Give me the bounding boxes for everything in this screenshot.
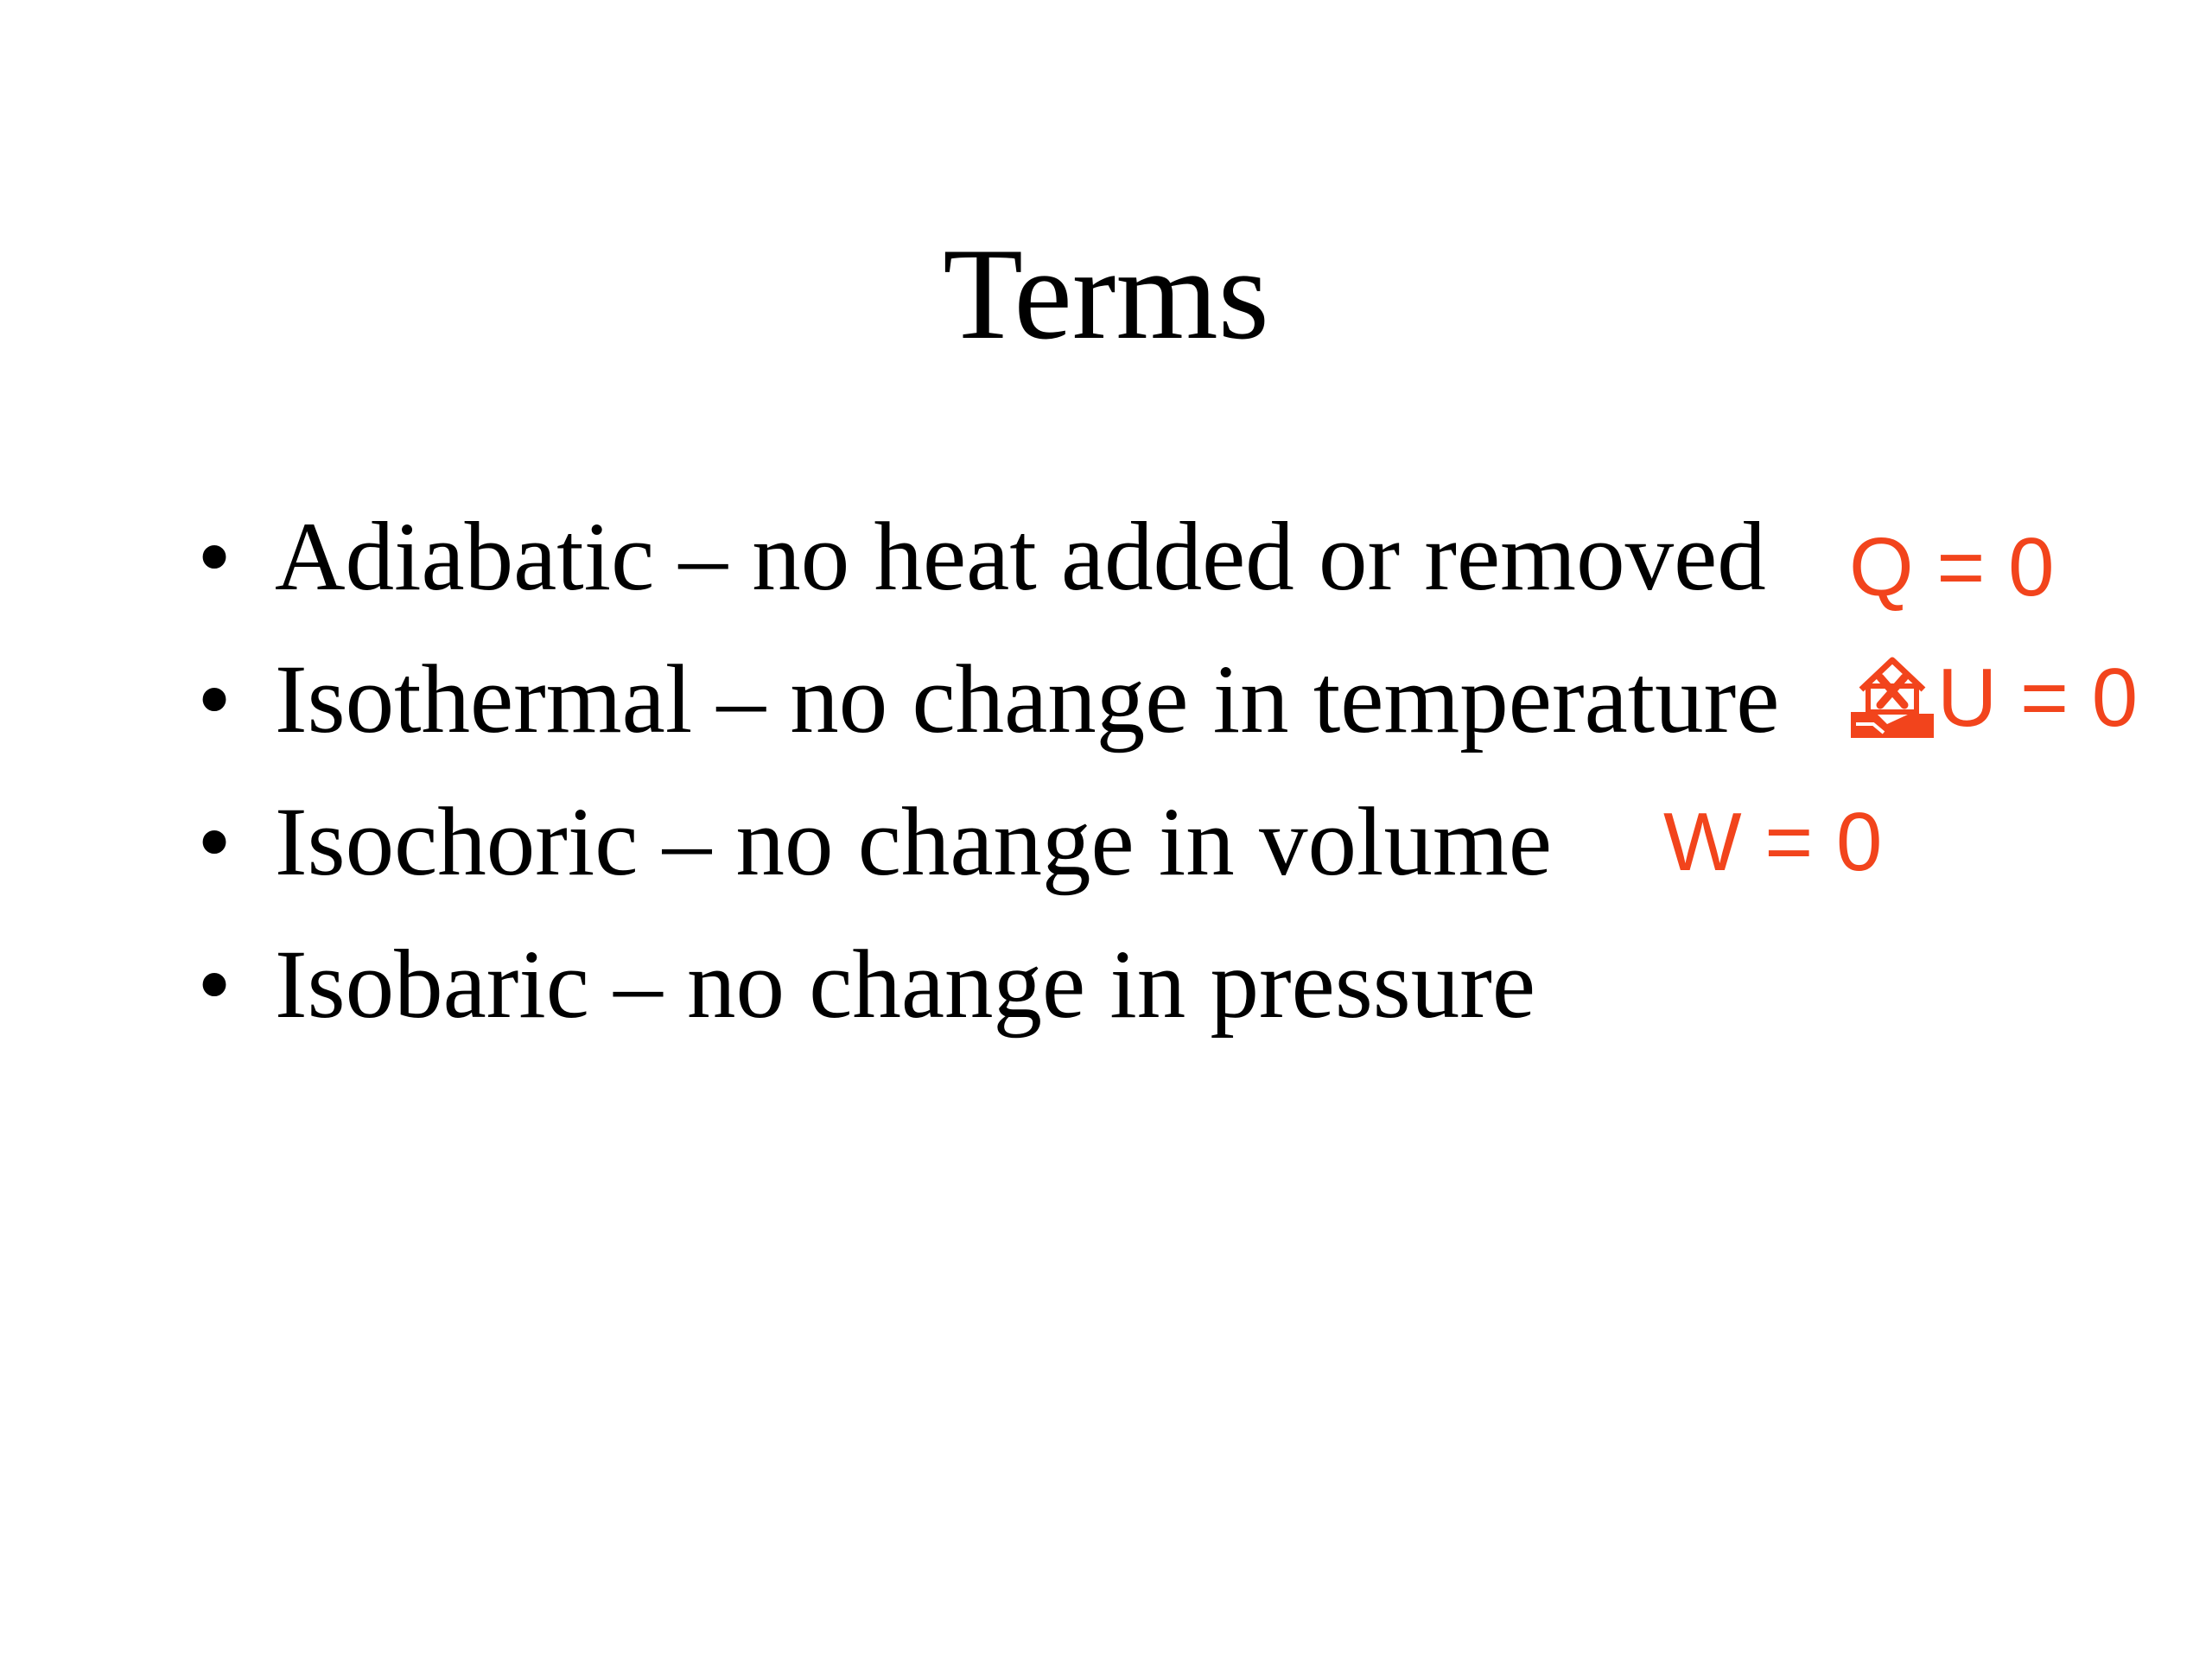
broken-image-icon <box>1849 652 1936 741</box>
equation-w-zero: W = 0 <box>1663 796 1883 888</box>
bullet-dot: • <box>197 788 232 896</box>
bullet-text: Adiabatic – no heat added or removed <box>275 503 1766 611</box>
bullet-text: Isochoric – no change in volume <box>275 788 1552 896</box>
equation-u-zero <box>1849 646 2138 750</box>
slide-title: Terms <box>943 221 1269 366</box>
bullet-text: Isothermal – no change in temperature <box>275 645 1780 753</box>
bullet-text: Isobaric – no change in pressure <box>275 931 1536 1039</box>
bullet-dot: • <box>197 931 232 1039</box>
bullet-dot: • <box>197 503 232 611</box>
equation-u-text: U = 0 <box>1937 652 2139 744</box>
equation-q-zero: Q = 0 <box>1849 521 2055 613</box>
bullet-dot: • <box>197 645 232 753</box>
